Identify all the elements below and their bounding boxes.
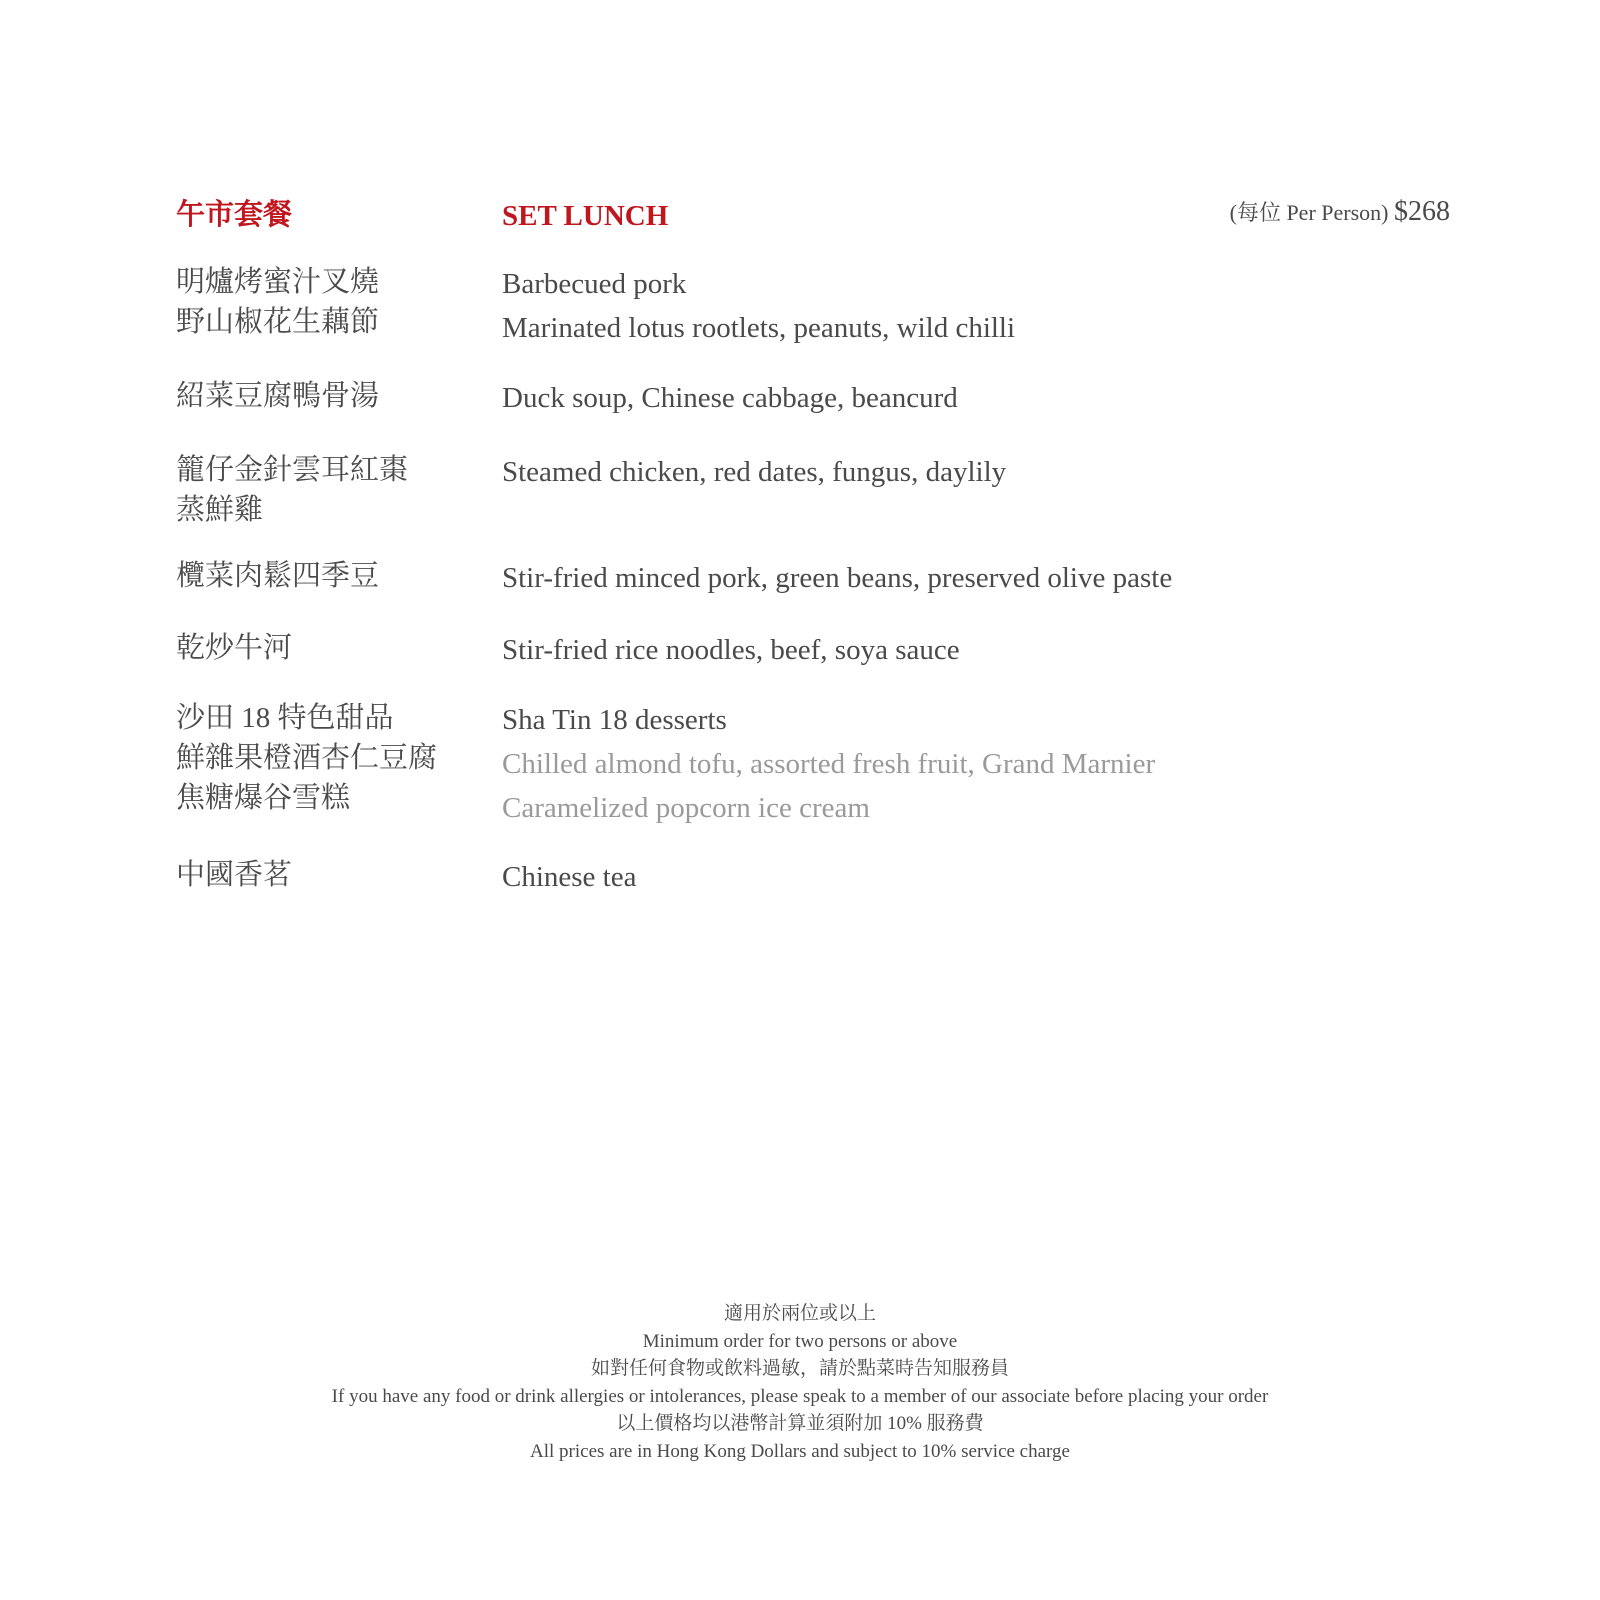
course-name-english (502, 450, 1502, 494)
course-line-en: Chinese tea (502, 861, 637, 893)
course-line-en-detail: Caramelized popcorn ice cream (502, 792, 870, 824)
course-line-zh: 紹菜豆腐鴨骨湯 (176, 380, 380, 412)
course-line-zh: 蒸鮮雞 (176, 494, 264, 526)
course-name-chinese (176, 556, 496, 596)
course-line-zh: 明爐烤蜜汁叉燒 (176, 266, 380, 298)
course-line-en: Barbecued pork (502, 268, 687, 300)
course-line-zh: 沙田 18 特色甜品 (176, 702, 394, 734)
footer-note: 以上價格均以港幣計算並須附加 10% 服務費 (616, 1413, 984, 1434)
course-name-english (502, 855, 1502, 899)
course-line-en: Marinated lotus rootlets, peanuts, wild chilli (502, 312, 1016, 344)
footer-note: If you have any food or drink allergies or intolerances, please speak to a member of our associate before placing your order (331, 1385, 1269, 1407)
price-amount: $268 (1394, 196, 1450, 227)
course-name-english (502, 628, 1502, 672)
price-per-person (1230, 196, 1450, 228)
course-name-english (502, 556, 1502, 600)
course-line-en: Stir-fried minced pork, green beans, preserved olive paste (502, 562, 1173, 594)
course-line-zh: 乾炒牛河 (176, 632, 293, 664)
course-name-english (502, 376, 1502, 420)
course-name-chinese (176, 376, 496, 416)
course-name-chinese (176, 628, 496, 668)
course-name-chinese (176, 450, 496, 530)
footer-note: All prices are in Hong Kong Dollars and subject to 10% service charge (530, 1440, 1070, 1462)
course-name-chinese (176, 262, 496, 342)
title-chinese: 午市套餐 (176, 199, 293, 231)
footer-note: 如對任何食物或飲料過敏，請於點菜時告知服務員 (590, 1358, 1009, 1379)
course-line-zh: 籠仔金針雲耳紅棗 (176, 454, 409, 486)
footer-note: 適用於兩位或以上 (723, 1303, 876, 1324)
course-line-zh: 欖菜肉鬆四季豆 (176, 560, 380, 592)
course-line-zh: 鮮雜果橙酒杏仁豆腐 (176, 742, 438, 774)
course-line-en: Stir-fried rice noodles, beef, soya sauce (502, 634, 960, 666)
course-line-en: Duck soup, Chinese cabbage, beancurd (502, 382, 958, 414)
course-line-zh: 焦糖爆谷雪糕 (176, 782, 351, 814)
course-line-zh: 野山椒花生藕節 (176, 306, 380, 338)
course-line-en: Sha Tin 18 desserts (502, 704, 727, 736)
course-name-english (502, 262, 1502, 350)
course-name-english (502, 698, 1502, 830)
title-english: SET LUNCH (502, 200, 669, 232)
course-line-zh: 中國香茗 (176, 859, 293, 891)
price-label: (每位 Per Person) (1229, 200, 1389, 225)
course-line-en-detail: Chilled almond tofu, assorted fresh fruit, Grand Marnier (502, 748, 1156, 780)
course-name-chinese (176, 698, 496, 818)
course-line-en: Steamed chicken, red dates, fungus, daylily (502, 456, 1007, 488)
menu-header (0, 192, 1600, 242)
menu-footer-notes (0, 1300, 1600, 1465)
footer-note: Minimum order for two persons or above (642, 1330, 958, 1352)
course-name-chinese (176, 855, 496, 895)
